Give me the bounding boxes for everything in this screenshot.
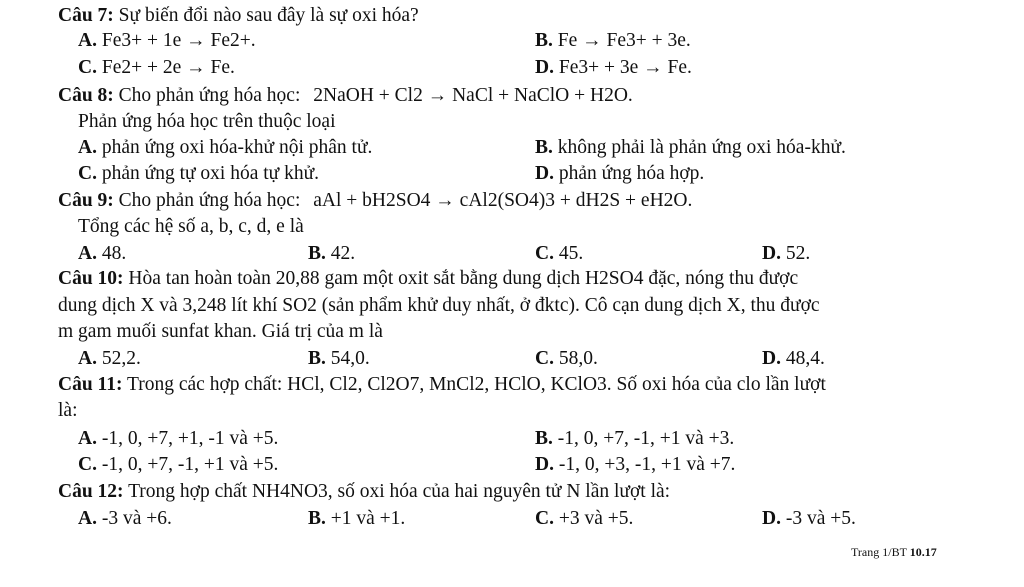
q11-line1 xyxy=(58,373,1024,397)
q10-option-d[interactable]: D. 48,4. xyxy=(762,348,825,369)
q10-text1: Hòa tan hoàn toàn 20,88 gam một oxit sắt bằng dung dịch H2SO4 đặc, nóng thu được xyxy=(128,268,799,289)
q10-label: Câu 10: xyxy=(58,268,124,289)
footer-prefix: Trang 1/BT xyxy=(851,545,907,559)
q8-stem-line xyxy=(58,84,1024,108)
q7-option-d[interactable]: D. Fe3+ + 3e → Fe. xyxy=(535,57,692,78)
q9-stem: Cho phản ứng hóa học: xyxy=(118,190,301,211)
q11-option-b[interactable]: B. -1, 0, +7, -1, +1 và +3. xyxy=(535,428,735,449)
q8-stem: Cho phản ứng hóa học: xyxy=(118,85,301,106)
q7-stem: Sự biến đổi nào sau đây là sự oxi hóa? xyxy=(118,5,419,26)
q9-option-c[interactable]: C. 45. xyxy=(535,243,584,264)
q10-line2: dung dịch X và 3,248 lít khí SO2 (sản phẩm khử duy nhất, ở đktc). Cô cạn dung dịch X, thu được xyxy=(58,295,820,316)
q11-line2: là: xyxy=(58,400,78,421)
q7-option-b[interactable]: B. Fe → Fe3+ + 3e. xyxy=(535,30,691,51)
q7-option-c[interactable]: C. Fe2+ + 2e → Fe. xyxy=(78,57,235,78)
q11-option-d[interactable]: D. -1, 0, +3, -1, +1 và +7. xyxy=(535,454,736,475)
q12-option-c[interactable]: C. +3 và +5. xyxy=(535,508,634,529)
q12-option-a[interactable]: A. -3 và +6. xyxy=(78,508,172,529)
q9-option-b[interactable]: B. 42. xyxy=(308,243,356,264)
q12-option-b[interactable]: B. +1 và +1. xyxy=(308,508,406,529)
q8-option-b[interactable]: B. không phải là phản ứng oxi hóa-khử. xyxy=(535,137,846,158)
page-footer xyxy=(851,545,937,560)
q9-stem-line xyxy=(58,189,1024,213)
q8-option-a[interactable]: A. phản ứng oxi hóa-khử nội phân tử. xyxy=(78,137,373,158)
q10-option-c[interactable]: C. 58,0. xyxy=(535,348,598,369)
q12-option-d[interactable]: D. -3 và +5. xyxy=(762,508,856,529)
q8-option-d[interactable]: D. phản ứng hóa hợp. xyxy=(535,163,705,184)
q9-sub: Tổng các hệ số a, b, c, d, e là xyxy=(78,216,304,237)
q8-sub: Phản ứng hóa học trên thuộc loại xyxy=(78,111,336,132)
q7-option-a[interactable]: A. Fe3+ + 1e → Fe2+. xyxy=(78,30,256,51)
q11-option-c[interactable]: C. -1, 0, +7, -1, +1 và +5. xyxy=(78,454,279,475)
q7-stem-line xyxy=(58,4,1024,28)
q8-label: Câu 8: xyxy=(58,85,114,106)
q8-option-c[interactable]: C. phản ứng tự oxi hóa tự khử. xyxy=(78,163,320,184)
q11-option-a[interactable]: A. -1, 0, +7, +1, -1 và +5. xyxy=(78,428,279,449)
q9-label: Câu 9: xyxy=(58,190,114,211)
q9-option-a[interactable]: A. 48. xyxy=(78,243,127,264)
q11-text1: Trong các hợp chất: HCl, Cl2, Cl2O7, MnCl2, HClO, KClO3. Số oxi hóa của clo lần lượt xyxy=(127,374,826,395)
q8-equation: 2NaOH + Cl2 → NaCl + NaClO + H2O. xyxy=(313,85,633,106)
q10-option-b[interactable]: B. 54,0. xyxy=(308,348,370,369)
q12-stem-line xyxy=(58,480,1024,504)
q9-option-d[interactable]: D. 52. xyxy=(762,243,811,264)
q12-label: Câu 12: xyxy=(58,481,124,502)
q10-line1 xyxy=(58,267,1024,291)
q10-option-a[interactable]: A. 52,2. xyxy=(78,348,141,369)
footer-code: 10.17 xyxy=(909,545,937,559)
q10-line3: m gam muối sunfat khan. Giá trị của m là xyxy=(58,321,383,342)
q11-label: Câu 11: xyxy=(58,374,123,395)
q12-stem: Trong hợp chất NH4NO3, số oxi hóa của hai nguyên tử N lần lượt là: xyxy=(128,481,671,502)
q9-equation: aAl + bH2SO4 → cAl2(SO4)3 + dH2S + eH2O. xyxy=(313,190,693,211)
q7-label: Câu 7: xyxy=(58,5,114,26)
